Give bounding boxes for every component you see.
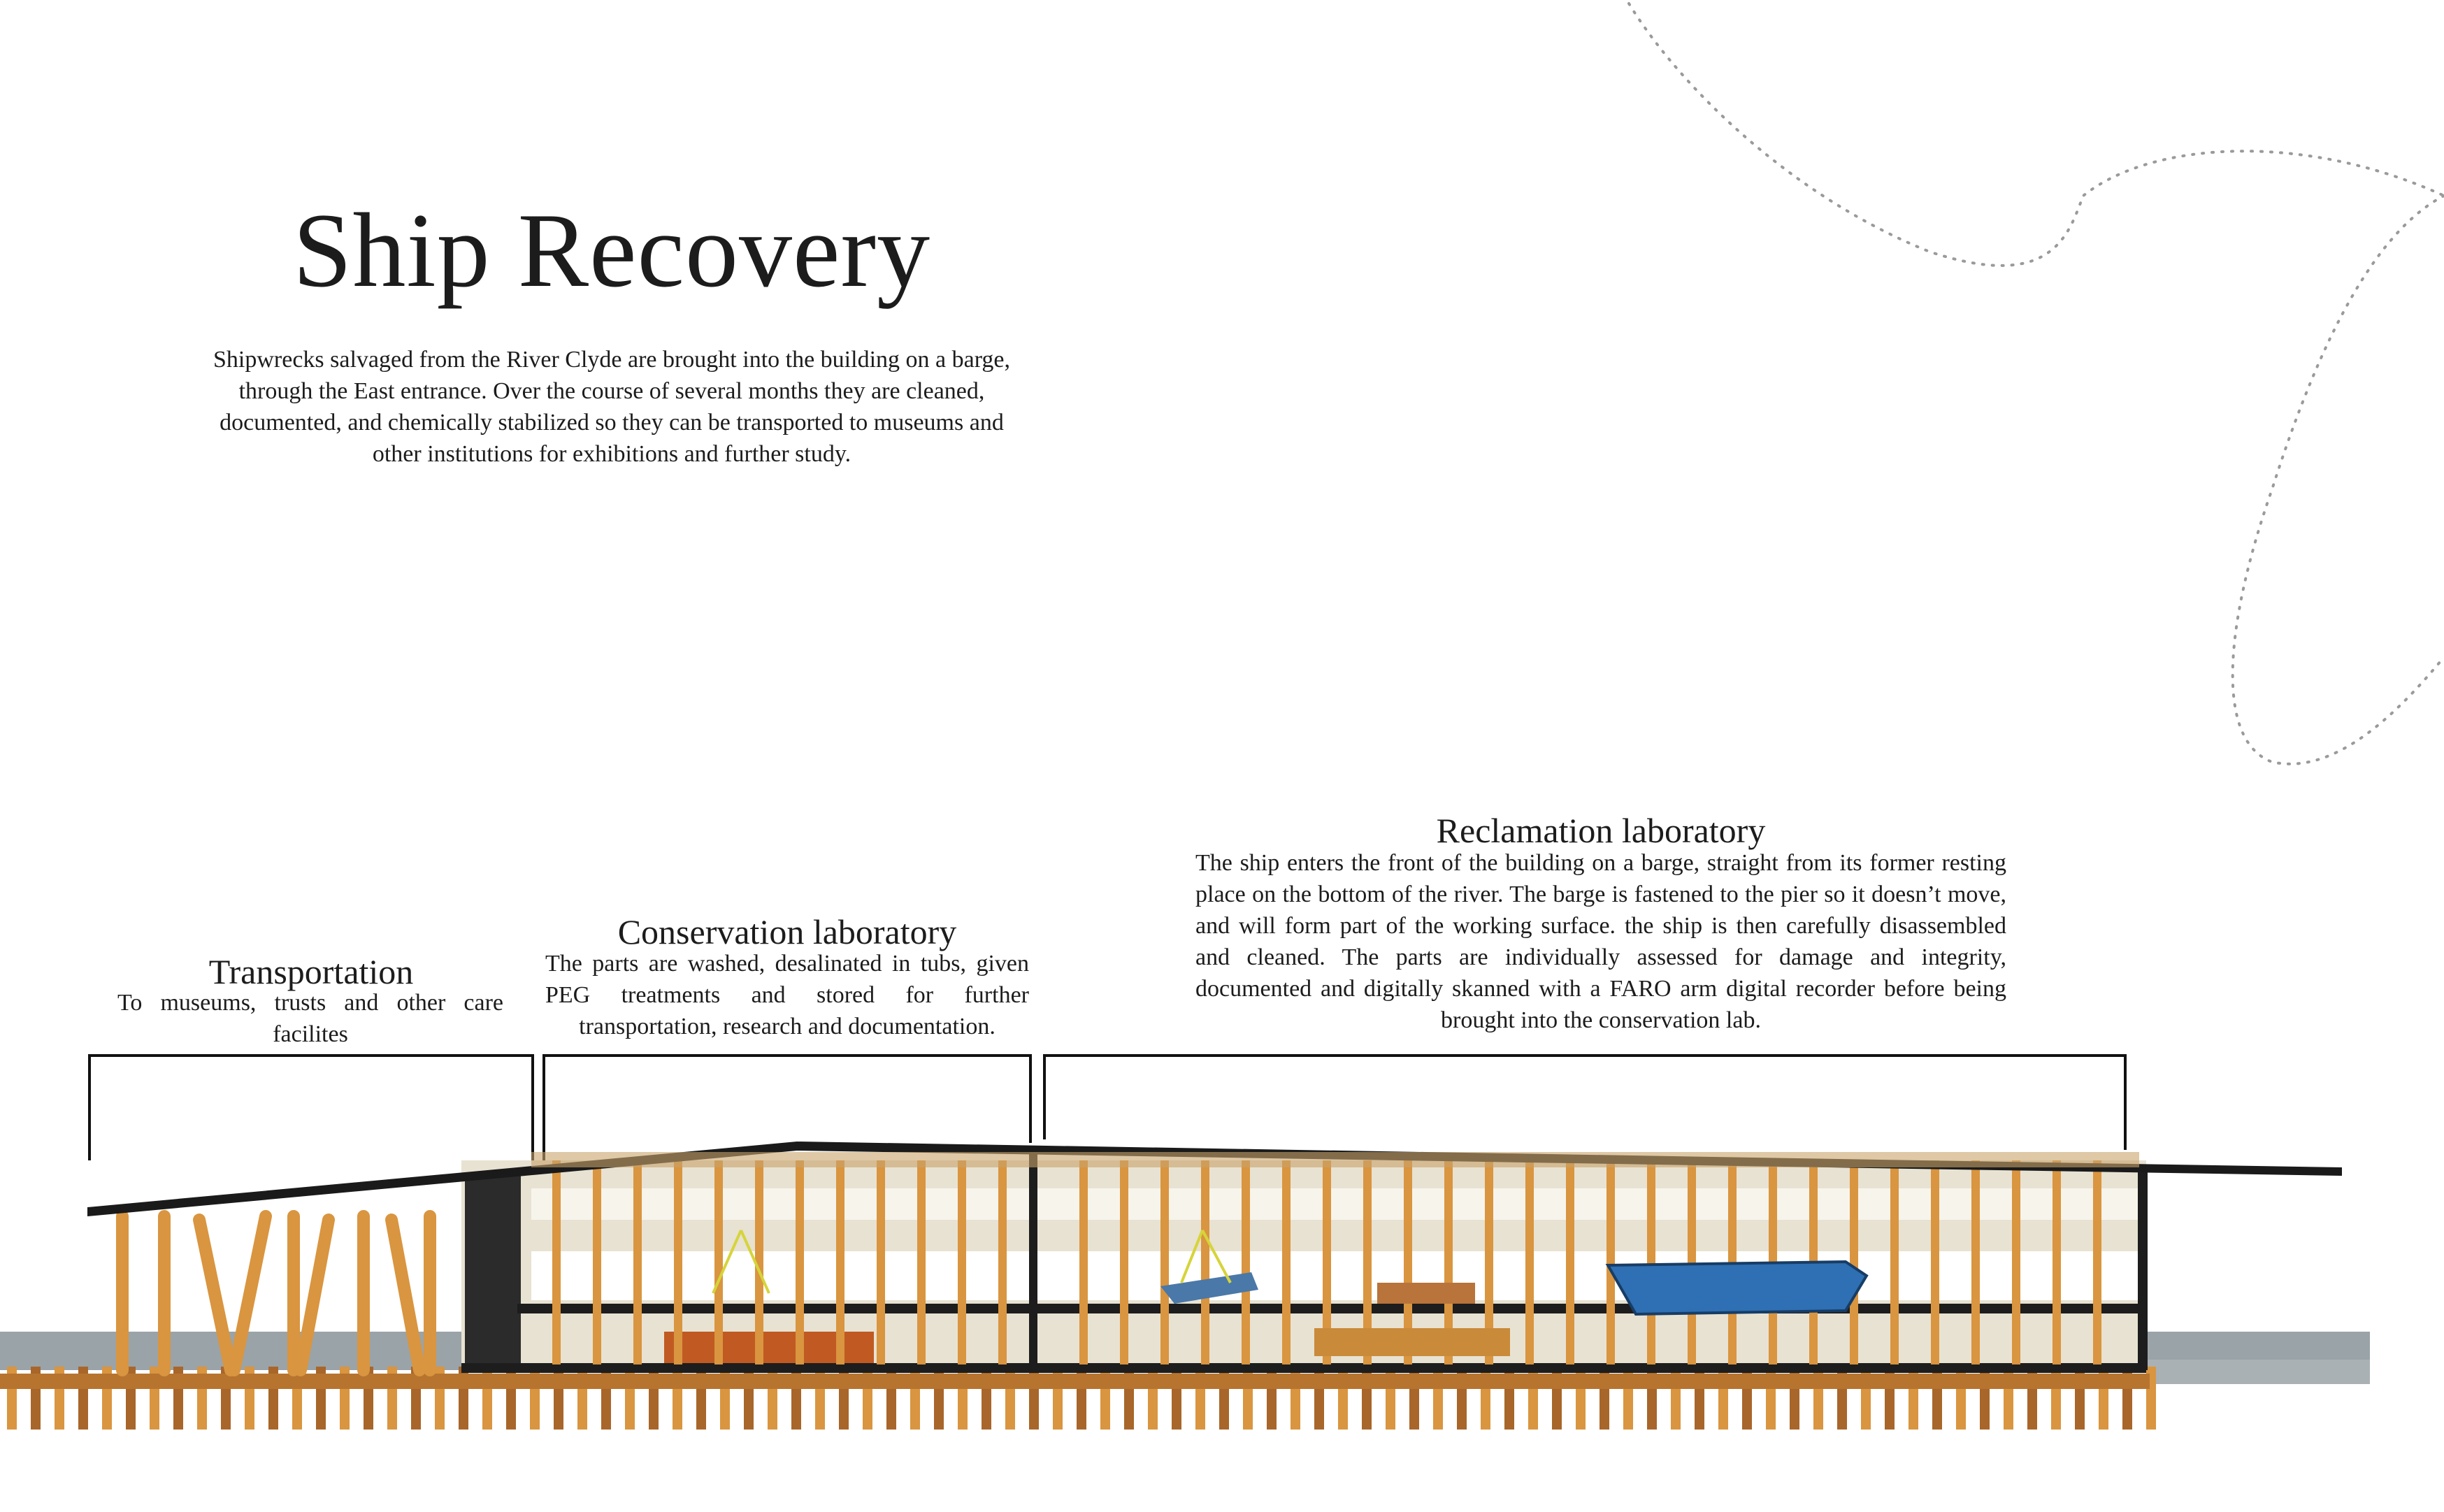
timber-column	[1282, 1160, 1291, 1365]
pier-deck	[0, 1374, 2150, 1389]
timber-column	[917, 1160, 926, 1365]
reclamation-title: Reclamation laboratory	[1436, 811, 1766, 850]
timber-column	[1890, 1160, 1899, 1365]
timber-column	[1931, 1160, 1939, 1365]
timber-column	[714, 1160, 723, 1365]
conservation-text: The parts are washed, desalinated in tubs, given PEG treatments and stored for further transportation, research and documentation.	[545, 951, 1029, 1039]
timber-column	[796, 1160, 804, 1365]
timber-column	[1971, 1160, 1980, 1365]
timber-column	[674, 1160, 682, 1365]
timber-column	[1201, 1160, 1209, 1365]
timber-column	[2053, 1160, 2061, 1365]
timber-column	[2012, 1160, 2020, 1365]
timber-column	[958, 1160, 966, 1365]
timber-column	[836, 1160, 844, 1365]
ship-hull	[1608, 1262, 1867, 1314]
timber-column	[633, 1160, 642, 1365]
timber-column	[1688, 1160, 1696, 1365]
timber-column	[593, 1160, 601, 1365]
bracket-transportation	[89, 1056, 533, 1160]
page-title: Ship Recovery	[292, 192, 931, 309]
section-brackets	[89, 1056, 2125, 1160]
timber-column	[1606, 1160, 1615, 1365]
barge	[1314, 1328, 1510, 1356]
ground-floor	[461, 1363, 2146, 1373]
river-water-east	[2146, 1360, 2370, 1384]
roof-underside	[531, 1152, 2139, 1167]
dotted-river-outline	[1629, 3, 2444, 266]
timber-column	[1566, 1160, 1574, 1365]
bracket-reclamation	[1044, 1056, 2125, 1150]
timber-column	[877, 1160, 885, 1365]
timber-column	[1525, 1160, 1534, 1365]
conservation-title: Conservation laboratory	[617, 912, 957, 951]
east-wall	[2138, 1167, 2148, 1370]
timber-column	[1242, 1160, 1250, 1365]
timber-column	[552, 1160, 561, 1365]
timber-column	[1160, 1160, 1169, 1365]
transportation-text: To museums, trusts and other care facilites	[117, 990, 503, 1047]
service-core	[465, 1174, 521, 1370]
timber-column	[2093, 1160, 2101, 1365]
timber-column	[1120, 1160, 1128, 1365]
timber-column	[1647, 1160, 1655, 1365]
timber-column	[1079, 1160, 1088, 1365]
timber-column	[1850, 1160, 1858, 1365]
timber-column	[998, 1160, 1007, 1365]
dotted-river-outline-lower	[2233, 196, 2444, 764]
transportation-title: Transportation	[208, 952, 414, 991]
intro-paragraph: Shipwrecks salvaged from the River Clyde are brought into the building on a barge, through the East entrance. Over the course of several months they are cleaned, documented, and chemically stabilized so they can be transported to museums and other institutions for exhibitions and further study.	[213, 347, 1010, 467]
lab-divider-wall	[1029, 1146, 1037, 1370]
working-table	[1377, 1283, 1475, 1304]
reclamation-text: The ship enters the front of the building on a barge, straight from its former resting place on the bottom of the river. The barge is fastened to the pier so it doesn’t move, and will form part of the working surface. the ship is then carefully disassembled and cleaned. The parts are individually assessed for damage and integrity, documented and digitally skanned with a FARO arm digital recorder before being brought into the conservation lab.	[1195, 850, 2006, 1033]
